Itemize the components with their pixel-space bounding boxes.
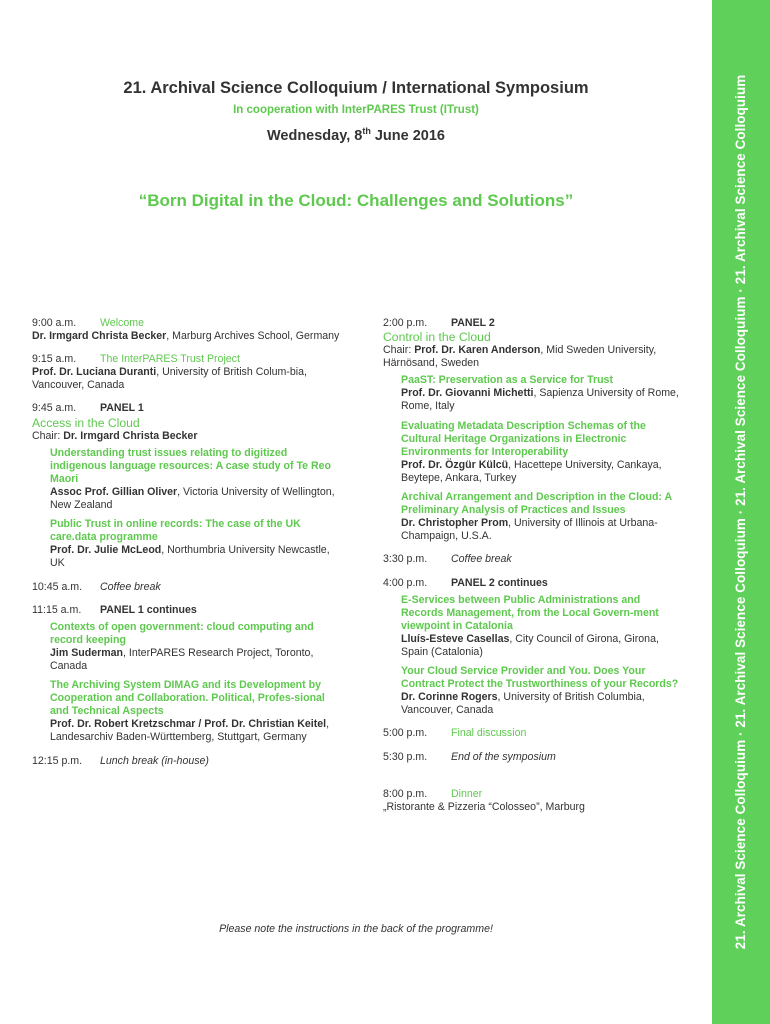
programme-item-panel-2-continues: 4:00 p.m. PANEL 2 continues E-Services between Public Administrations and Records Management, from the Local Govern-ment viewpoint in Catalonia Lluís-Esteve Casellas, City Council of Girona, Girona, Spain (Catalonia) Your Cloud Service Provider and You. Does Your Contract Protect the Trustworthiness of your Records? Dr. Corinne Rogers, University of British Columbia, Vancouver, Canada bbox=[383, 577, 683, 718]
talk-item: E-Services between Public Administrations and Records Management, from the Local Govern-ment viewpoint in Catalonia Lluís-Esteve Casellas, City Council of Girona, Girona, Spain (Catalonia) bbox=[401, 593, 659, 658]
programme-item-lunch-break: 12:15 p.m. Lunch break (in-house) bbox=[32, 754, 209, 767]
talk-item: Your Cloud Service Provider and You. Does Your Contract Protect the Trustworthiness of your Records? Dr. Corinne Rogers, University of British Columbia, Vancouver, Canada bbox=[401, 665, 679, 717]
footer-note: Please note the instructions in the back of the programme! bbox=[219, 923, 493, 935]
talk-item: The Archiving System DIMAG and its Development by Cooperation and Collaboration. Political, Profes-sional and Technical Aspects Prof. Dr. Robert Kretzschmar / Prof. Dr. Christian Keitel, Landesarchiv Baden-Württemberg, Stuttgart, Germany bbox=[50, 679, 330, 744]
programme-left-column bbox=[32, 317, 342, 778]
talk-item: PaaST: Preservation as a Service for Trust Prof. Dr. Giovanni Michetti, Sapienza University of Rome, Rome, Italy bbox=[401, 374, 679, 413]
page-title: 21. Archival Science Colloquium / International Symposium bbox=[123, 79, 589, 97]
programme-item-coffee-break-1: 10:45 a.m. Coffee break bbox=[32, 580, 161, 593]
talk-item: Archival Arrangement and Description in the Cloud: A Preliminary Analysis of Practices and Issues Dr. Christopher Prom, University of Illinois at Urbana-Champaign, U.S.A. bbox=[401, 491, 672, 543]
programme-right-column bbox=[383, 317, 683, 824]
colloquium-sidebar-banner bbox=[712, 0, 770, 1024]
section-title: Control in the Cloud bbox=[383, 330, 491, 345]
programme-item-dinner: 8:00 p.m. Dinner „Ristorante & Pizzeria “Colosseo”, Marburg bbox=[383, 787, 585, 813]
programme-item-welcome: 9:00 a.m. Welcome Dr. Irmgard Christa Becker, Marburg Archives School, Germany bbox=[32, 317, 340, 343]
talk-item: Public Trust in online records: The case of the UK care.data programme Prof. Dr. Julie McLeod, Northumbria University Newcastle, UK bbox=[50, 518, 330, 570]
programme-item-panel-2: 2:00 p.m. PANEL 2 Control in the Cloud Chair: Prof. Dr. Karen Anderson, Mid Sweden University, Härnösand, Sweden PaaST: Preservation as a Service for Trust Prof. Dr. Giovanni Michetti, Sapienza University of Rome, Rome, Italy Evaluating Metadata Description Schemas of the Cultural Heritage Organizations in Electronic Environments for Interoperability Prof. Dr. Özgür Külcü, Hacettepe University, Cankaya, Beytepe, Ankara, Turkey Archival Arrangement and Description in the Cloud: A Preliminary Analysis of Practices and Issues Dr. Christopher Prom, University of Illinois at Urbana-Champaign, U.S.A. bbox=[383, 317, 683, 543]
programme-item-end: 5:30 p.m. End of the symposium bbox=[383, 750, 556, 763]
cooperation-line: In cooperation with InterPARES Trust (ITrust) bbox=[233, 104, 479, 116]
event-date: Wednesday, 8th June 2016 bbox=[266, 126, 446, 144]
programme-item-coffee-break-2: 3:30 p.m. Coffee break bbox=[383, 553, 512, 566]
section-title: Access in the Cloud bbox=[32, 415, 140, 430]
talk-item: Understanding trust issues relating to digitized indigenous language resources: A case study of Te Reo Maori Assoc Prof. Gillian Oliver, Victoria University of Wellington, New Zealand bbox=[50, 446, 335, 512]
sidebar-text: 21. Archival Science Colloquium · 21. Archival Science Colloquium · 21. Archival Science Colloquium · 21. Archival Science Colloquium bbox=[733, 74, 748, 950]
programme-item-final-discussion: 5:00 p.m. Final discussion bbox=[383, 727, 527, 740]
programme-item-panel-1-continues: 11:15 a.m. PANEL 1 continues Contexts of open government: cloud computing and record keeping Jim Suderman, InterPARES Research Project, Toronto, Canada The Archiving System DIMAG and its Development by Cooperation and Collaboration. Political, Profes-sional and Technical Aspects Prof. Dr. Robert Kretzschmar / Prof. Dr. Christian Keitel, Landesarchiv Baden-Württemberg, Stuttgart, Germany bbox=[32, 604, 342, 745]
talk-item: Contexts of open government: cloud computing and record keeping Jim Suderman, InterPARES Research Project, Toronto, Canada bbox=[50, 620, 314, 672]
programme-item-panel-1: 9:45 a.m. PANEL 1 Access in the Cloud Chair: Dr. Irmgard Christa Becker Understanding trust issues relating to digitized indigenous language resources: A case study of Te Reo Maori Assoc Prof. Gillian Oliver, Victoria University of Wellington, New Zealand Public Trust in online records: The case of the UK care.data programme Prof. Dr. Julie McLeod, Northumbria University Newcastle, UK bbox=[32, 402, 342, 570]
symposium-theme: “Born Digital in the Cloud: Challenges and Solutions” bbox=[138, 191, 574, 210]
talk-item: Evaluating Metadata Description Schemas of the Cultural Heritage Organizations in Electronic Environments for Interoperability Prof. Dr. Özgür Külcü, Hacettepe University, Cankaya, Beytepe, Ankara, Turkey bbox=[401, 419, 662, 484]
programme-item-interpares: 9:15 a.m. The InterPARES Trust Project Prof. Dr. Luciana Duranti, University of British Colum-bia, Vancouver, Canada bbox=[32, 353, 307, 392]
